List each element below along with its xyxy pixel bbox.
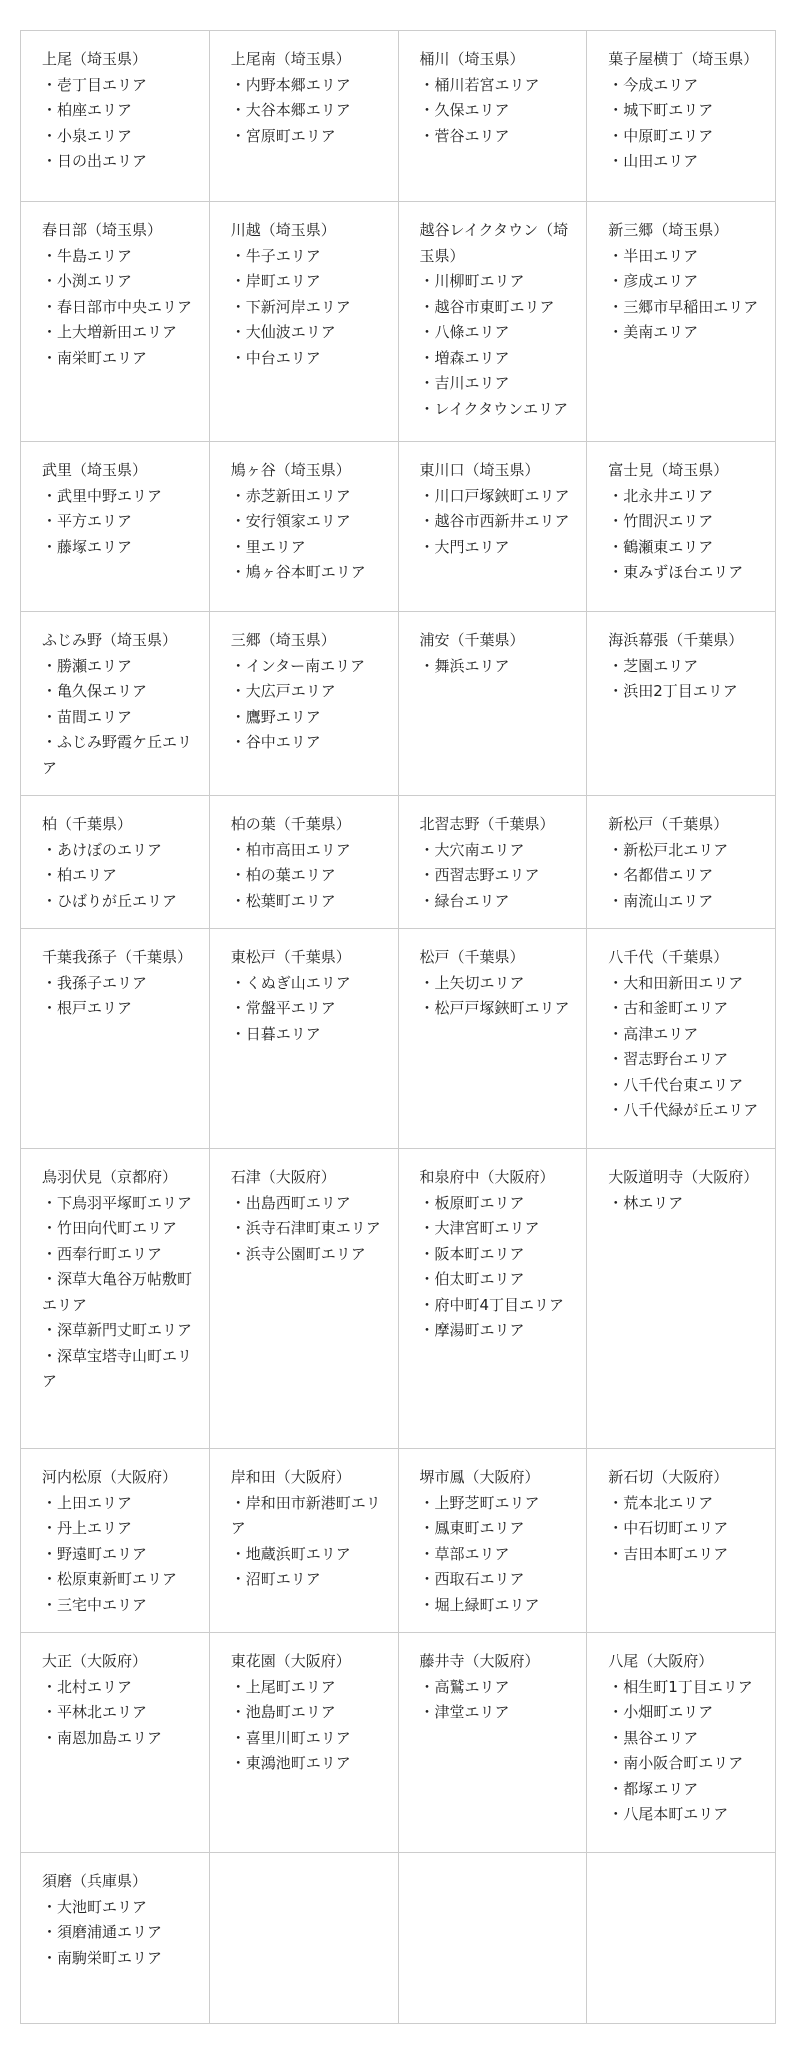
station-cell (21, 202, 210, 442)
list-item: ・喜里川町エリア (230, 1728, 351, 1747)
station-name: 河内松原（大阪府） (42, 1468, 178, 1486)
list-item: ・舞浜エリア (419, 656, 510, 675)
station-name: 海浜幕張（千葉県） (608, 631, 744, 649)
station-cell (209, 202, 398, 442)
station-cell (209, 1149, 398, 1449)
area-list (231, 1491, 384, 1593)
station-name: 三郷（埼玉県） (230, 631, 336, 649)
list-item: ・深草宝塔寺山町エリア (42, 1346, 193, 1390)
station-name: 北習志野（千葉県） (419, 815, 555, 833)
list-item: ・草部エリア (419, 1544, 510, 1563)
station-name: 上尾南（埼玉県） (230, 50, 351, 68)
list-item: ・池島町エリア (230, 1703, 336, 1721)
list-item: ・林エリア (608, 1193, 684, 1212)
list-item: ・八千代緑が丘エリア (608, 1101, 759, 1119)
list-item: ・北村エリア (42, 1677, 133, 1696)
list-item: ・古和釜町エリア (608, 999, 729, 1017)
table-row (21, 929, 776, 1149)
station-name: 春日部（埼玉県） (42, 221, 163, 239)
list-item: ・鶴瀬東エリア (608, 537, 714, 556)
list-item: ・大仙波エリア (230, 323, 336, 341)
list-item: ・久保エリア (419, 101, 510, 119)
station-cell (21, 929, 210, 1149)
list-item: ・今成エリア (608, 75, 699, 94)
list-item: ・須磨浦通エリア (42, 1923, 163, 1941)
area-list (231, 971, 384, 1048)
list-item: ・上大増新田エリア (42, 323, 178, 341)
list-item: ・大池町エリア (42, 1897, 148, 1916)
list-item: ・津堂エリア (419, 1703, 510, 1721)
area-list (608, 73, 761, 175)
area-list (42, 838, 195, 915)
list-item: ・西奉行町エリア (42, 1244, 163, 1263)
station-name: 東花園（大阪府） (230, 1652, 351, 1670)
list-item: ・城下町エリア (608, 101, 714, 119)
station-name: 松戸（千葉県） (419, 948, 525, 966)
list-item: ・浜寺公園町エリア (230, 1244, 366, 1263)
list-item: ・黒谷エリア (608, 1728, 699, 1747)
list-item: ・中原町エリア (608, 126, 714, 145)
area-list (420, 654, 573, 680)
list-item: ・沼町エリア (230, 1570, 321, 1588)
area-list (608, 654, 761, 705)
list-item: ・摩湯町エリア (419, 1321, 525, 1339)
list-item: ・大和田新田エリア (608, 973, 744, 992)
list-item: ・内野本郷エリア (230, 75, 351, 94)
list-item: ・三宅中エリア (42, 1595, 148, 1614)
station-cell (21, 1149, 210, 1449)
list-item: ・西習志野エリア (419, 866, 540, 884)
list-item: ・根戸エリア (42, 999, 133, 1017)
station-name: 岸和田（大阪府） (230, 1468, 351, 1486)
list-item: ・勝瀬エリア (42, 656, 133, 675)
list-item: ・あけぼのエリア (42, 840, 163, 859)
list-item: ・南駒栄町エリア (42, 1948, 163, 1967)
station-cell (398, 442, 587, 612)
table-row (21, 31, 776, 202)
area-list (420, 971, 573, 1022)
station-cell (21, 31, 210, 202)
list-item: ・鷹野エリア (230, 707, 321, 726)
list-item: ・地蔵浜町エリア (230, 1544, 351, 1563)
station-cell (587, 202, 776, 442)
area-list (231, 1191, 384, 1268)
list-item: ・川口戸塚鋏町エリア (419, 486, 570, 505)
list-item: ・インター南エリア (230, 656, 366, 675)
area-list (42, 1491, 195, 1619)
list-item: ・上野芝町エリア (419, 1493, 540, 1512)
list-item: ・荒本北エリア (608, 1493, 714, 1512)
station-name: 新三郷（埼玉県） (608, 221, 729, 239)
station-name: 大正（大阪府） (42, 1652, 148, 1670)
station-cell (587, 929, 776, 1149)
station-cell (21, 1633, 210, 1853)
station-cell (587, 796, 776, 929)
list-item: ・彦成エリア (608, 272, 699, 290)
station-cell (398, 929, 587, 1149)
station-name: 藤井寺（大阪府） (419, 1652, 540, 1670)
area-list (608, 1491, 761, 1568)
empty-cell (398, 1853, 587, 2024)
list-item: ・大津宮町エリア (419, 1219, 540, 1237)
list-item: ・我孫子エリア (42, 973, 148, 992)
station-cell (398, 31, 587, 202)
list-item: ・吉田本町エリア (608, 1544, 729, 1563)
list-item: ・出島西町エリア (230, 1193, 351, 1212)
station-name: 川越（埼玉県） (230, 221, 336, 239)
area-list (420, 73, 573, 150)
list-item: ・中台エリア (230, 348, 321, 367)
area-list (420, 269, 573, 422)
list-item: ・レイクタウンエリア (419, 399, 569, 418)
area-list-container (20, 30, 776, 2024)
station-name: 上尾（埼玉県） (42, 50, 148, 68)
list-item: ・藤塚エリア (42, 537, 133, 556)
list-item: ・八條エリア (419, 323, 510, 341)
list-item: ・平方エリア (42, 512, 133, 530)
station-cell (587, 612, 776, 796)
station-cell (587, 442, 776, 612)
station-name: 東川口（埼玉県） (419, 461, 540, 479)
list-item: ・下新河岸エリア (230, 297, 351, 316)
list-item: ・南小阪合町エリア (608, 1754, 744, 1772)
area-list (42, 1895, 195, 1972)
list-item: ・柏座エリア (42, 101, 133, 119)
list-item: ・東鴻池町エリア (230, 1754, 351, 1772)
list-item: ・里エリア (230, 537, 306, 556)
list-item: ・岸和田市新港町エリア (230, 1493, 381, 1537)
list-item: ・柏エリア (42, 866, 118, 884)
area-list (231, 244, 384, 372)
station-cell (209, 612, 398, 796)
list-item: ・浜寺石津町東エリア (230, 1219, 381, 1237)
list-item: ・岸町エリア (230, 272, 321, 290)
area-list (608, 1675, 761, 1828)
list-item: ・吉川エリア (419, 374, 510, 392)
station-cell (398, 202, 587, 442)
list-item: ・上尾町エリア (230, 1677, 336, 1696)
area-list (420, 484, 573, 561)
station-cell (21, 442, 210, 612)
station-name: 鳩ヶ谷（埼玉県） (230, 461, 351, 479)
list-item: ・西取石エリア (419, 1570, 525, 1588)
station-cell (209, 1633, 398, 1853)
list-item: ・山田エリア (608, 152, 699, 170)
list-item: ・牛子エリア (230, 246, 321, 265)
list-item: ・東みずほ台エリア (608, 563, 744, 581)
list-item: ・常盤平エリア (230, 999, 336, 1017)
list-item: ・高津エリア (608, 1024, 699, 1043)
list-item: ・壱丁目エリア (42, 75, 148, 94)
list-item: ・深草新門丈町エリア (42, 1321, 193, 1339)
station-name: 新松戸（千葉県） (608, 815, 729, 833)
list-item: ・越谷市東町エリア (419, 297, 555, 316)
table-row (21, 1633, 776, 1853)
list-item: ・丹上エリア (42, 1519, 133, 1537)
area-list (608, 838, 761, 915)
list-item: ・安行領家エリア (230, 512, 351, 530)
list-item: ・府中町4丁目エリア (419, 1295, 565, 1314)
area-list (231, 838, 384, 915)
area-table-body (21, 31, 776, 2024)
area-list (608, 971, 761, 1124)
station-cell (209, 929, 398, 1149)
area-list (420, 838, 573, 915)
list-item: ・松戸戸塚鋏町エリア (419, 999, 570, 1017)
station-name: 新石切（大阪府） (608, 1468, 729, 1486)
station-name: 大阪道明寺（大阪府） (608, 1168, 759, 1186)
list-item: ・桶川若宮エリア (419, 75, 540, 94)
station-cell (398, 1149, 587, 1449)
list-item: ・都塚エリア (608, 1779, 699, 1798)
list-item: ・鳳東町エリア (419, 1519, 525, 1537)
list-item: ・くぬぎ山エリア (230, 973, 351, 992)
station-cell (21, 1853, 210, 2024)
station-cell (209, 1449, 398, 1633)
station-name: 和泉府中（大阪府） (419, 1168, 555, 1186)
list-item: ・大谷本郷エリア (230, 101, 351, 119)
station-name: 堺市鳳（大阪府） (419, 1468, 540, 1486)
area-list (231, 484, 384, 586)
station-cell (398, 612, 587, 796)
area-list (231, 1675, 384, 1777)
list-item: ・北永井エリア (608, 486, 714, 505)
list-item: ・相生町1丁目エリア (608, 1677, 753, 1696)
area-table (20, 30, 776, 2024)
area-list (42, 1675, 195, 1752)
list-item: ・大門エリア (419, 537, 510, 556)
list-item: ・鳩ヶ谷本町エリア (230, 563, 366, 581)
list-item: ・日暮エリア (230, 1024, 321, 1043)
area-list (608, 244, 761, 346)
list-item: ・越谷市西新井エリア (419, 512, 570, 530)
table-row (21, 1853, 776, 2024)
list-item: ・新松戸北エリア (608, 840, 729, 859)
list-item: ・高鷲エリア (419, 1677, 510, 1696)
list-item: ・宮原町エリア (230, 126, 336, 145)
station-name: 菓子屋横丁（埼玉県） (608, 50, 759, 68)
list-item: ・半田エリア (608, 246, 699, 265)
station-name: ふじみ野（埼玉県） (42, 631, 178, 649)
list-item: ・阪本町エリア (419, 1244, 525, 1263)
area-list (42, 654, 195, 782)
list-item: ・南恩加島エリア (42, 1728, 163, 1747)
area-list (420, 1491, 573, 1619)
station-cell (587, 1149, 776, 1449)
table-row (21, 612, 776, 796)
table-row (21, 796, 776, 929)
list-item: ・習志野台エリア (608, 1050, 729, 1068)
station-name: 浦安（千葉県） (419, 631, 525, 649)
list-item: ・松葉町エリア (230, 891, 336, 910)
list-item: ・牛島エリア (42, 246, 133, 265)
station-cell (587, 31, 776, 202)
list-item: ・増森エリア (419, 348, 510, 367)
station-cell (587, 1633, 776, 1853)
list-item: ・平林北エリア (42, 1703, 148, 1721)
list-item: ・谷中エリア (230, 733, 321, 751)
station-cell (209, 31, 398, 202)
area-list (231, 654, 384, 756)
list-item: ・竹間沢エリア (608, 512, 714, 530)
station-cell (21, 1449, 210, 1633)
list-item: ・武里中野エリア (42, 486, 163, 505)
list-item: ・野遠町エリア (42, 1544, 148, 1563)
list-item: ・ふじみ野霞ケ丘エリア (42, 733, 193, 777)
list-item: ・赤芝新田エリア (230, 486, 351, 505)
area-list (420, 1191, 573, 1344)
station-cell (398, 796, 587, 929)
list-item: ・南流山エリア (608, 891, 714, 910)
list-item: ・苗間エリア (42, 707, 133, 726)
station-cell (398, 1449, 587, 1633)
list-item: ・亀久保エリア (42, 682, 148, 700)
station-name: 八千代（千葉県） (608, 948, 729, 966)
table-row (21, 1449, 776, 1633)
station-name: 富士見（埼玉県） (608, 461, 729, 479)
list-item: ・浜田2丁目エリア (608, 682, 738, 700)
list-item: ・大広戸エリア (230, 682, 336, 700)
station-name: 東松戸（千葉県） (230, 948, 351, 966)
list-item: ・緑台エリア (419, 891, 510, 910)
list-item: ・芝園エリア (608, 656, 699, 675)
list-item: ・上田エリア (42, 1493, 133, 1512)
station-name: 越谷レイクタウン（埼玉県） (419, 221, 569, 265)
area-list (42, 971, 195, 1022)
area-list (42, 244, 195, 372)
list-item: ・竹田向代町エリア (42, 1219, 178, 1237)
list-item: ・美南エリア (608, 323, 699, 341)
station-cell (21, 612, 210, 796)
list-item: ・日の出エリア (42, 152, 148, 170)
area-list (420, 1675, 573, 1726)
station-name: 柏の葉（千葉県） (230, 815, 351, 833)
list-item: ・八尾本町エリア (608, 1805, 729, 1823)
list-item: ・ひばりが丘エリア (42, 891, 178, 910)
list-item: ・八千代台東エリア (608, 1075, 744, 1094)
list-item: ・小渕エリア (42, 272, 133, 290)
station-name: 桶川（埼玉県） (419, 50, 525, 68)
list-item: ・南栄町エリア (42, 348, 148, 367)
table-row (21, 442, 776, 612)
station-cell (21, 796, 210, 929)
station-name: 八尾（大阪府） (608, 1652, 714, 1670)
station-cell (587, 1449, 776, 1633)
station-name: 鳥羽伏見（京都府） (42, 1168, 178, 1186)
area-list (231, 73, 384, 150)
list-item: ・春日部市中央エリア (42, 297, 193, 316)
list-item: ・堀上緑町エリア (419, 1595, 540, 1614)
list-item: ・松原東新町エリア (42, 1570, 178, 1588)
list-item: ・小畑町エリア (608, 1703, 714, 1721)
list-item: ・柏市高田エリア (230, 840, 351, 859)
list-item: ・下鳥羽平塚町エリア (42, 1193, 193, 1212)
station-cell (398, 1633, 587, 1853)
list-item: ・中石切町エリア (608, 1519, 729, 1537)
station-name: 石津（大阪府） (230, 1168, 336, 1186)
area-list (608, 1191, 761, 1217)
area-list (42, 73, 195, 175)
table-row (21, 1149, 776, 1449)
list-item: ・伯太町エリア (419, 1270, 525, 1288)
list-item: ・板原町エリア (419, 1193, 525, 1212)
list-item: ・大穴南エリア (419, 840, 525, 859)
list-item: ・柏の葉エリア (230, 866, 336, 884)
list-item: ・川柳町エリア (419, 272, 525, 290)
area-list (42, 1191, 195, 1395)
list-item: ・小泉エリア (42, 126, 133, 145)
station-name: 武里（埼玉県） (42, 461, 148, 479)
station-name: 千葉我孫子（千葉県） (42, 948, 193, 966)
table-row (21, 202, 776, 442)
station-name: 柏（千葉県） (42, 815, 133, 833)
area-list (608, 484, 761, 586)
list-item: ・三郷市早稲田エリア (608, 297, 759, 316)
station-cell (209, 442, 398, 612)
empty-cell (209, 1853, 398, 2024)
list-item: ・上矢切エリア (419, 973, 525, 992)
list-item: ・深草大亀谷万帖敷町エリア (42, 1270, 193, 1314)
station-name: 須磨（兵庫県） (42, 1872, 148, 1890)
area-list (42, 484, 195, 561)
list-item: ・名都借エリア (608, 866, 714, 884)
station-cell (209, 796, 398, 929)
empty-cell (587, 1853, 776, 2024)
list-item: ・菅谷エリア (419, 126, 510, 145)
